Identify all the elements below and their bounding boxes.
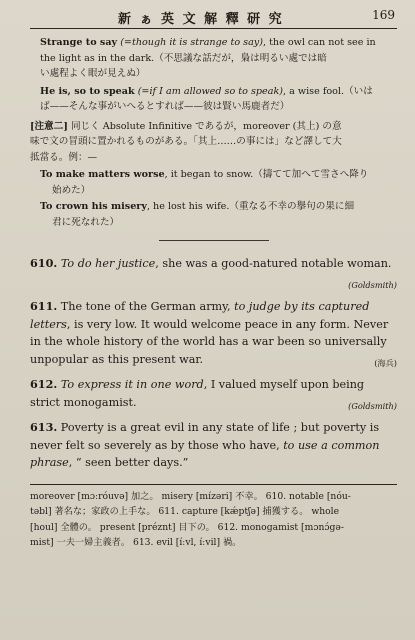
- subexample-1: [40, 167, 397, 198]
- exercise-610: [30, 255, 397, 294]
- subexample-lead: To make matters worse: [40, 169, 165, 180]
- exercise-text-before: The tone of the German army,: [57, 300, 235, 313]
- example-line: い處程よく眼が見えぬ）: [40, 68, 146, 79]
- exercise-613: [30, 419, 397, 472]
- example-rest: , a wise fool.（いは: [283, 85, 373, 97]
- examples-block: [30, 35, 397, 230]
- note-block: [30, 119, 397, 166]
- running-title: 新 ぁ 英 文 解 釋 研 究: [118, 12, 284, 27]
- note-line: 味で文の冒頭に置かれるものがある。「其上……の事には」など譯して大: [30, 136, 342, 147]
- example-line: ば——そんな事がいへるとすれば——彼は賢い馬鹿者だ）: [40, 101, 290, 112]
- subexample-rest: , it began to snow.（擣てて加へて雪さへ降り: [164, 169, 369, 180]
- exercise-612: [30, 376, 397, 415]
- subexample-rest: , he lost his wife.（重なる不幸の擧句の果に細: [146, 201, 355, 212]
- example-2: [40, 84, 397, 115]
- exercise-source: (Goldsmith): [348, 279, 397, 290]
- example-line: the light as in the dark.（不思議な話だが，梟は明るい處では暗: [40, 52, 327, 64]
- exercise-number: 610.: [30, 256, 58, 270]
- example-lead: Strange to say: [40, 37, 118, 48]
- subexample-lead: To crown his misery: [40, 201, 147, 212]
- vocab-line: moreover [mɔːróuvə] 加之。 misery [mízəri] 不幸。 610. notable [nóu-: [30, 490, 351, 502]
- exercise-source: (海兵): [374, 357, 397, 368]
- exercise-text: , she was a good-natured notable woman.: [155, 257, 392, 270]
- exercise-italic: to judge by its captured letters: [30, 300, 370, 331]
- section-divider: [159, 240, 269, 241]
- exercises-block: [30, 255, 397, 472]
- note-heading: [注意二]: [30, 120, 68, 132]
- vocabulary-notes: [30, 489, 397, 551]
- exercise-source: (Goldsmith): [348, 400, 397, 411]
- example-paraphrase: (=if I am allowed so to speak): [137, 85, 284, 97]
- subexample-line: 君に死なれた）: [52, 216, 120, 228]
- example-paraphrase: (=though it is strange to say): [120, 37, 263, 48]
- header-rule: [30, 28, 397, 29]
- page-header: [30, 6, 397, 28]
- exercise-number: 613.: [30, 420, 58, 434]
- vocab-line: təbl] 著名な；家政の上手な。 611. capture [kǽptʃə] 捕獲する。 whole: [30, 506, 340, 517]
- exercise-italic: to use a common phrase: [30, 438, 380, 469]
- exercise-italic: To express it in one word: [60, 378, 204, 391]
- exercise-number: 612.: [30, 377, 58, 391]
- subexample-2: [40, 199, 397, 230]
- example-1: [40, 35, 397, 82]
- exercise-text: , I valued myself upon being strict monogamist.: [30, 378, 365, 409]
- subexample-line: 始めた）: [52, 184, 91, 196]
- example-lead: He is, so to speak: [40, 85, 135, 97]
- note-line: 抵當る。例：—: [30, 151, 98, 163]
- exercise-italic: To do her justice: [60, 257, 156, 270]
- exercise-number: 611.: [30, 299, 58, 313]
- exercise-text-before: Poverty is a great evil in any state of life ; but poverty is never felt so severely as by those who have,: [30, 421, 380, 452]
- vocab-line: mist] 一夫一婦主義者。 613. evil [íːvl, íːvil] 禍。: [30, 537, 242, 548]
- page-number: 169: [372, 8, 395, 22]
- exercise-text: , is very low. It would welcome peace in any form. Never in the whole history of the world has a war been so universally unpopular as this present war.: [30, 317, 389, 366]
- note-line: 同じく Absolute Infinitive であるが，moreover (其上) の意: [70, 120, 342, 132]
- example-rest: , the owl can not see in: [262, 37, 376, 48]
- exercise-text: , “ seen better days.”: [68, 456, 189, 469]
- vocab-line: [houl] 全體の。 present [préznt] 目下の。 612. monogamist [mɔnɔ́gə-: [30, 521, 344, 533]
- vocab-rule: [30, 484, 397, 485]
- exercise-611: [30, 298, 397, 372]
